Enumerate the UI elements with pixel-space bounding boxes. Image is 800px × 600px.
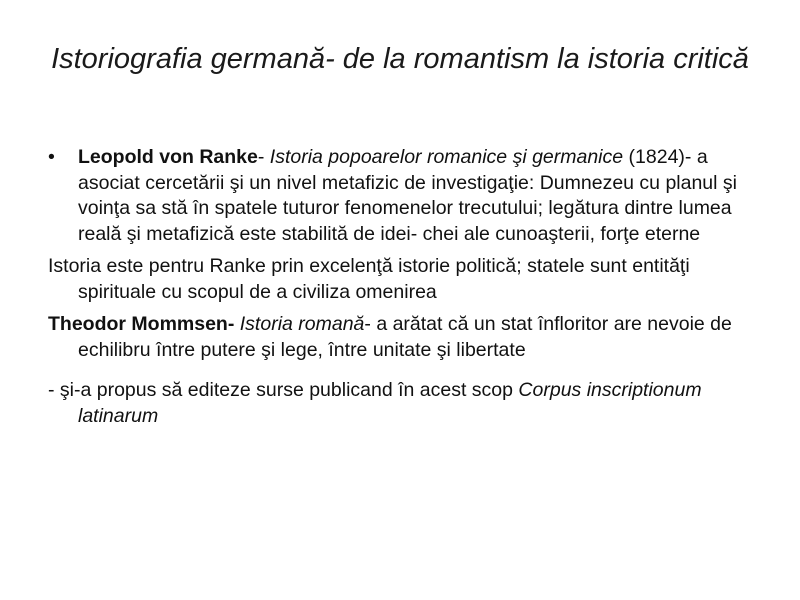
work-title-corpus: Corpus inscriptionum latinarum <box>78 379 702 427</box>
paragraph-text: - a arătat că un stat înfloritor are nevoie de echilibru între putere şi lege, între unitate şi libertate <box>78 313 732 361</box>
author-name-ranke: Leopold von Ranke <box>78 146 258 168</box>
separator: - <box>257 146 270 168</box>
paragraph-ranke-politics <box>48 254 763 305</box>
paragraph-ranke <box>48 145 763 247</box>
paragraph-text: - şi-a propus să editeze surse publicand în acest scop <box>48 379 519 401</box>
author-name-mommsen: Theodor Mommsen- <box>48 313 235 335</box>
work-title-mommsen: Istoria romană <box>239 313 365 335</box>
bullet-icon: • <box>48 146 55 168</box>
paragraph-text: (1824)- a asociat cercetării şi un nivel metafizic de investigaţie: Dumnezeu cu planul şi voinţa sa stă în spatele tuturor fenomenelor trecutului; legătura dintre lumea reală şi metafizică este stabilită de idei- chei ale cunoaşterii, forţe eterne <box>78 146 737 245</box>
paragraph-mommsen <box>48 312 763 363</box>
slide-title: Istoriografia germană- de la romantism la istoria critică <box>51 43 749 75</box>
work-title-ranke: Istoria popoarelor romanice şi germanice <box>269 146 624 168</box>
paragraph-text: Istoria este pentru Ranke prin excelenţă istorie politică; statele sunt entităţi spirituale cu scopul de a civiliza omenirea <box>48 255 690 303</box>
slide-body <box>48 145 763 429</box>
paragraph-corpus <box>48 378 763 429</box>
